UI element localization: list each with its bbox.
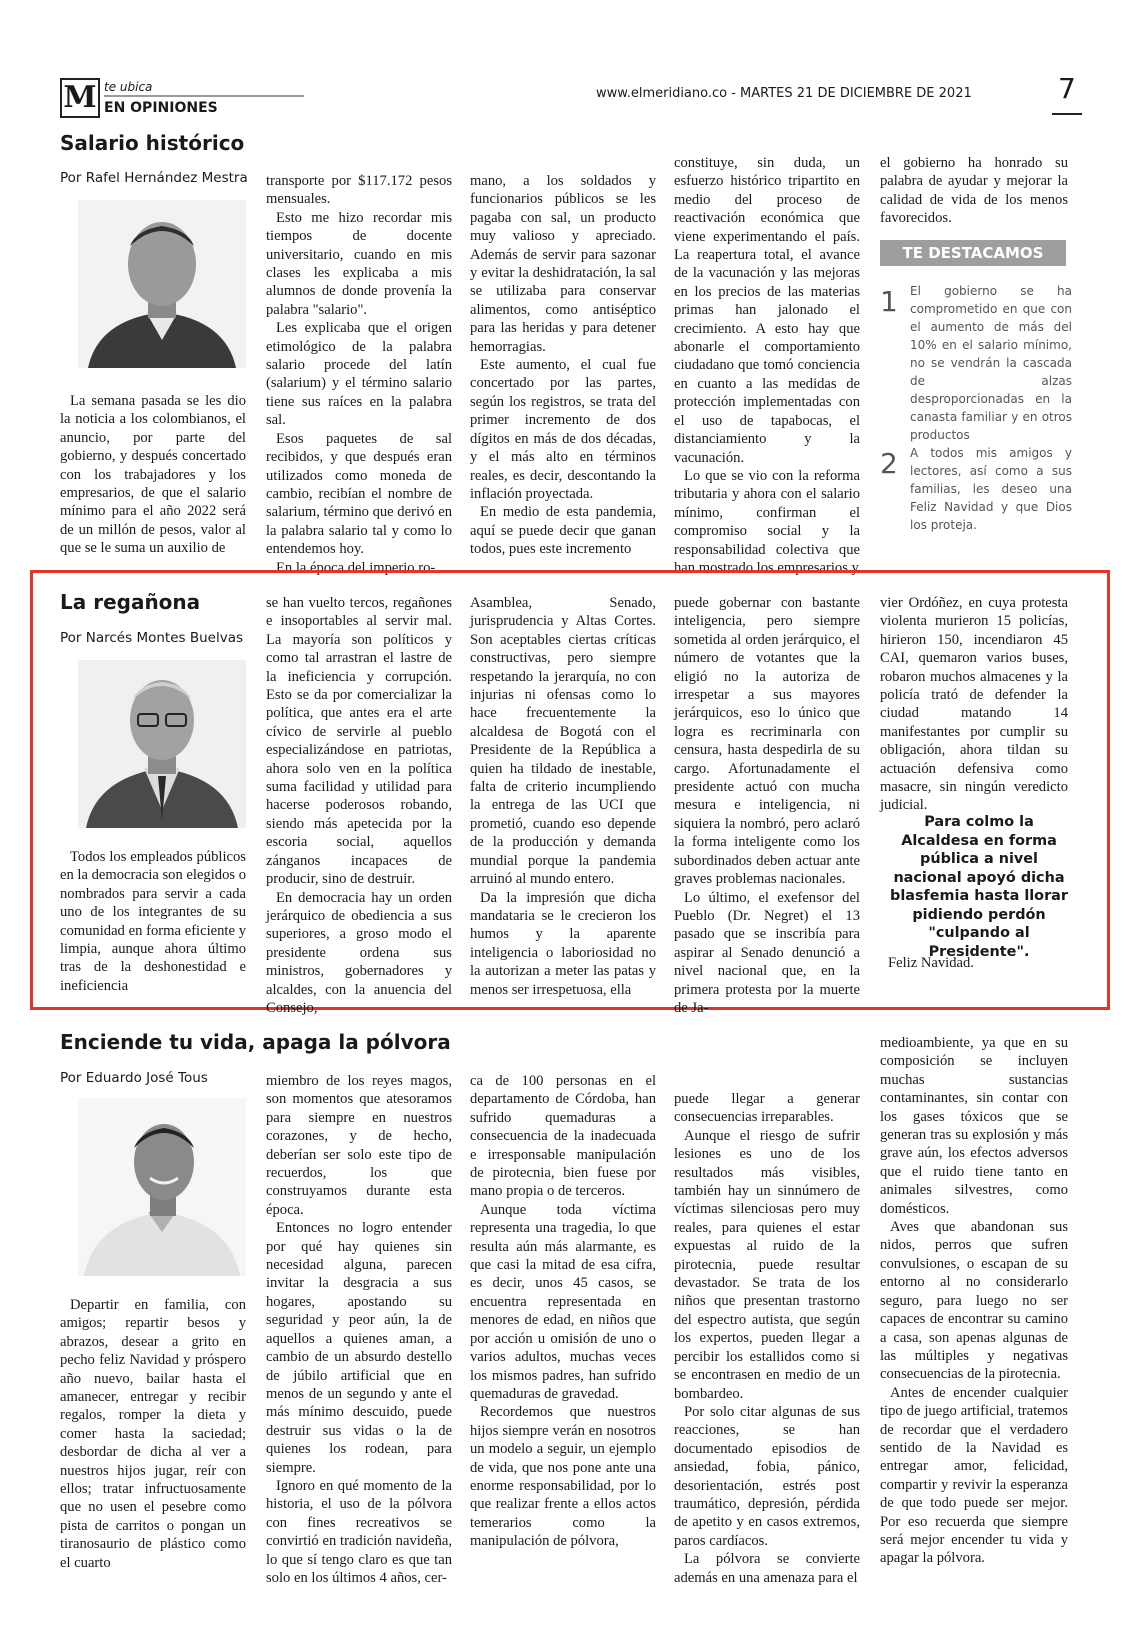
paragraph: En la época del imperio ro- (276, 559, 436, 576)
article3-column-1 (60, 1296, 246, 1606)
highlight-text: A todos mis amigos y lectores, así como a sus familias, les deseo una Feliz Navidad y que Dios los proteja. (910, 446, 1072, 532)
highlights-title: TE DESTACAMOS (880, 240, 1066, 266)
paragraph: el gobierno ha honrado su palabra de ayudar y mejorar la calidad de vida de los menos favorecidos. (880, 155, 1068, 227)
page-number: 7 (1058, 72, 1076, 105)
paragraph: transporte por $117.172 pesos mensuales. (266, 173, 452, 208)
article2-headline: La regañona (60, 590, 201, 614)
paragraph: puede llegar a generar consecuencias irreparables. (674, 1091, 860, 1126)
paragraph: se han vuelto tercos, regañones e insoportables al servir mal. La mayoría son políticos y como tal arrastran el lastre de la ineficiencia y corrupción. Esto se da por comercializar la política, que antes era el arte cívico de servirle al pueblo especializándose en patriotas, ahora solo ven en la política suma facilidad y utilidad para hacerse poderosos robando, siendo más apetecida por la escoria social, aquellos zánganos incapaces de producir, sino de destruir. (266, 595, 452, 888)
article1-headline: Salario histórico (60, 131, 245, 155)
kicker-rule (104, 95, 304, 97)
paragraph: Asamblea, Senado, jurisprudencia y Altas Cortes. Son aceptables ciertas críticas constructivas, pero siempre respetando la jerarquía, no con injurias ni ofensas como lo hace frecuentemente la alcaldesa de Bogotá con el Presidente de la República a quien ha tildado de inestable, falta de criterio incumpliendo la entrega de las UCI que prometió, cuando eso depende de la producción y demanda mundial porque la pandemia arruinó al mundo entero. (470, 595, 656, 888)
paragraph: Esos paquetes de sal recibidos, y que después eran utilizados como moneda de cambio, recibían el nombre de salarium, término que derivó en la palabra salario tal y como lo entendemos hoy. (266, 430, 453, 558)
article1-column-4 (674, 154, 860, 576)
highlight-number: 1 (880, 285, 898, 318)
author-photo (78, 1098, 246, 1276)
pull-quote: Para colmo la Alcaldesa en forma pública a nivel nacional apoyó dicha blasfemia hasta llorar pidiendo perdón "culpando al Presidente". (890, 814, 1068, 960)
author-photo (78, 660, 246, 828)
paragraph: Todos los empleados públicos en la democracia son elegidos o nombrados para servir a cada uno de los integrantes de su comunidad en forma eficiente y limpia, aunque ahora último tras de la deshonestidad e ineficiencia (60, 849, 246, 994)
article1-column-5 (880, 154, 1068, 234)
article2-byline: Por Narcés Montes Buelvas (60, 630, 243, 646)
paragraph: puede gobernar con bastante inteligencia, pero siempre sometida al orden jerárquico, el número de votantes que la eligió no la autoriza de irrespetar a sus mayores jerárquicos, eso lo único que logra es recriminarla con censura, hasta despedirla de su cargo. Afortunadamente el presidente actuó con mucha mesura e inteligencia, ni siquiera la nombró, pero aclaró la forma inteligente como los subordinados deben actuar ante graves problemas nacionales. (674, 595, 860, 888)
article1-column-2 (266, 172, 453, 576)
paragraph: miembro de los reyes magos, son momentos que atesoramos para siempre en nuestros corazones, y de hecho, deberían ser solo este tipo de recuerdos, los que construyamos durante esta época. (266, 1073, 452, 1218)
paragraph: La semana pasada se les dio la noticia a los colombianos, el anuncio, por parte del gobierno, y después concertado con los trabajadores y los empresarios, de que el salario mínimo para el año 2022 será de un millón de pesos, valor al que se le suma un auxilio de (60, 393, 246, 557)
paragraph: medioambiente, ya que en su composición se incluyen muchas sustancias contaminantes, sin contar con los gases tóxicos que se generan tras su explosión y más grave aún, los efectos adversos que el ruido tiene tanto en animales silvestres, como domésticos. (880, 1035, 1068, 1217)
author-photo (78, 200, 246, 368)
article3-column-3 (470, 1072, 656, 1606)
article2-column-1 (60, 848, 246, 996)
article2-column-4 (674, 594, 860, 1016)
article1-byline: Por Rafel Hernández Mestra (60, 170, 248, 186)
section-kicker: EN OPINIONES (104, 100, 218, 116)
article2-column-5 (880, 594, 1068, 814)
article1-column-1 (60, 392, 246, 562)
paragraph: Entonces no logro entender por qué hay quienes sin necesidad alguna, parecen invitar la desgracia a sus hogares, apostando su seguridad y peor aún, la de aquellos a quienes aman, a cambio de un absurdo destello de júbilo artificial que en menos de un segundo y ante el más mínimo descuido, puede destruir sus vidas o la de quienes los rodean, para siempre. (266, 1220, 452, 1476)
paragraph: Ignoro en qué momento de la historia, el uso de la pólvora con fines recreativos se convirtió en tradición navideña, lo que sí tengo claro es que tan solo en los últimos 4 años, cer- (266, 1477, 452, 1586)
article1-column-3 (470, 172, 656, 560)
article3-headline: Enciende tu vida, apaga la pólvora (60, 1030, 451, 1054)
article3-column-2 (266, 1072, 452, 1606)
paragraph: Les explicaba que el origen etimológico de la palabra salario procede del latín (salarium) y el término salario tiene sus raíces en la palabra sal. (266, 320, 452, 429)
paragraph: Lo último, el exefensor del Pueblo (Dr. Negret) el 13 pasado que se inscribía para aspirar al Senado denunció a nivel nacional que, en la primera protesta por la muerte de Ja- (674, 889, 860, 1016)
article3-byline: Por Eduardo José Tous (60, 1070, 208, 1086)
paragraph: Por solo citar algunas de sus reacciones, se han documentado episodios de ansiedad, fobia, pánico, desorientación, estrés post traumático, depresión, pérdida de apetito y en casos extremos, paros cardíacos. (674, 1403, 860, 1549)
paragraph: Antes de encender cualquier tipo de juego artificial, tratemos de recordar que el verdadero sentido de la Navidad es entregar amor, felicidad, compartir y revivir la esperanza de que todo puede ser mejor. Por eso recuerda que siempre será mejor encender tu vida y apagar la pólvora. (880, 1384, 1068, 1567)
paragraph: Aves que abandonan sus nidos, perros que sufren convulsiones, o escapan de su entorno al no considerarlo seguro, para luego no ser capaces de encontrar su camino a casa, son apenas algunas de las múltiples y negativas consecuencias de la pirotecnia. (880, 1219, 1068, 1383)
article3-column-4 (674, 1090, 860, 1606)
article3-column-5 (880, 1034, 1068, 1606)
paragraph: Lo que se vio con la reforma tributaria y ahora con el salario mínimo, confirman el compromiso social y la responsabilidad colectiva que han mostrado los empresarios y (674, 467, 860, 576)
paragraph: Aunque toda víctima representa una tragedia, lo que resulta aún más alarmante, es que casi la mitad de esa cifra, es decir, unos 45 casos, se encuentra representada en menores de edad, en niños que por acción u omisión de uno o varios adultos, muchas veces los mismos padres, han sufrido quemaduras de gravedad. (470, 1201, 656, 1402)
paragraph: La pólvora se convierte además en una amenaza para el (674, 1551, 860, 1586)
dateline: www.elmeridiano.co - MARTES 21 DE DICIEMBRE DE 2021 (596, 86, 972, 101)
paragraph: Esto me hizo recordar mis tiempos de docente universitario, cuando en mis clases les explicaba a mis alumnos de donde provenía la palabra "salario". (266, 209, 452, 318)
section-kicker-small: te ubica (104, 80, 153, 94)
page-number-rule (1052, 113, 1082, 115)
paragraph: Da la impresión que dicha mandataria se le crecieron los humos y la aparente inteligencia o laboriosidad no la autorizan a meter las patas y menos ser irrespetuosa, ella (470, 889, 656, 998)
highlight-number: 2 (880, 447, 898, 480)
paragraph: En medio de esta pandemia, aquí se puede decir que ganan todos, pues este incremento (470, 504, 656, 558)
paragraph: Este aumento, el cual fue concertado por las partes, según los registros, se trata del primer incremento de dos dígitos en más de dos décadas, y el más alto en términos reales, es decir, descontando la inflación proyectada. (470, 357, 656, 502)
paragraph: Departir en familia, con amigos; repartir besos y abrazos, desear a grito en pecho feliz Navidad y próspero año nuevo, bailar hasta el amanecer, entregar y recibir regalos, romper la dieta y comer hasta la saciedad; desbordar de dicha al ver a nuestros hijos jugar, reír con ellos; tratar infructuosamente que no usen el pesebre como pista de carritos o pongan un tiranosaurio de plástico como el cuarto (60, 1297, 246, 1571)
paragraph: Aunque el riesgo de sufrir lesiones es uno de los resultados más visibles, también hay un sinnúmero de víctimas silenciosas pero muy reales, para quienes el estar expuestas al ruido de la pirotecnia, puede resultar devastador. Se trata de los niños que presentan trastorno del espectro autista, que según los expertos, pueden llegar a percibir los estallidos como si se encontrasen en medio de un bombardeo. (674, 1127, 860, 1402)
paragraph: ca de 100 personas en el departamento de Córdoba, han sufrido quemaduras a consecuencia de la inadecuada e irresponsable manipulación de pirotecnia, bien fuese por mano propia o de terceros. (470, 1073, 656, 1200)
paragraph: constituye, sin duda, un esfuerzo histórico tripartito en medio del proceso de reactivación económica que viene experimentando el país. La reapertura total, el avance de la vacunación y las mejoras en los precios de las materias primas han jalonado el crecimiento. A esto hay que abonarle el comportamiento ciudadano que tomó conciencia en cuanto a las medidas de protección implementadas con el uso de tapabocas, el distanciamiento y la vacunación. (674, 155, 860, 466)
paragraph: vier Ordóñez, en cuya protesta violenta murieron 15 policías, hirieron 150, incendiaron 45 CAI, quemaron varios buses, robaron muchos almacenes y la policía trató de defender la ciudad matando 14 manifestantes por cumplir su obligación, ahora tildan su actuación defensiva como masacre, sin ningún veredicto judicial. (880, 595, 1068, 814)
article2-column-2 (266, 594, 452, 1016)
paragraph: Recordemos que nuestros hijos siempre verán en nosotros un modelo a seguir, un ejemplo de vida, que nos pone ante una enorme responsabilidad, por lo que realizar frente a ellos actos temerarios como la manipulación de pólvora, (470, 1404, 656, 1550)
meridiano-logo: M (60, 78, 100, 118)
signoff: Feliz Navidad. (888, 955, 974, 971)
article2-column-3 (470, 594, 656, 998)
paragraph: mano, a los soldados y funcionarios públicos se les pagaba con sal, un producto muy valioso y apreciado. Además de servir para sazonar y evitar la deshidratación, la sal se utilizaba para conservar alimentos, como antiséptico para las heridas y para detener hemorragias. (470, 173, 656, 355)
paragraph: En democracia hay un orden jerárquico de obediencia a sus superiores, a groso modo el presidente ordena sus ministros, gobernadores y alcaldes, con la anuencia del Consejo, (266, 889, 452, 1016)
highlight-text: El gobierno se ha comprometido en que con el aumento de más del 10% en el salario mínimo, no se vendrán la cascada de alzas desproporcionadas en la canasta familiar y en otros productos (910, 284, 1072, 442)
